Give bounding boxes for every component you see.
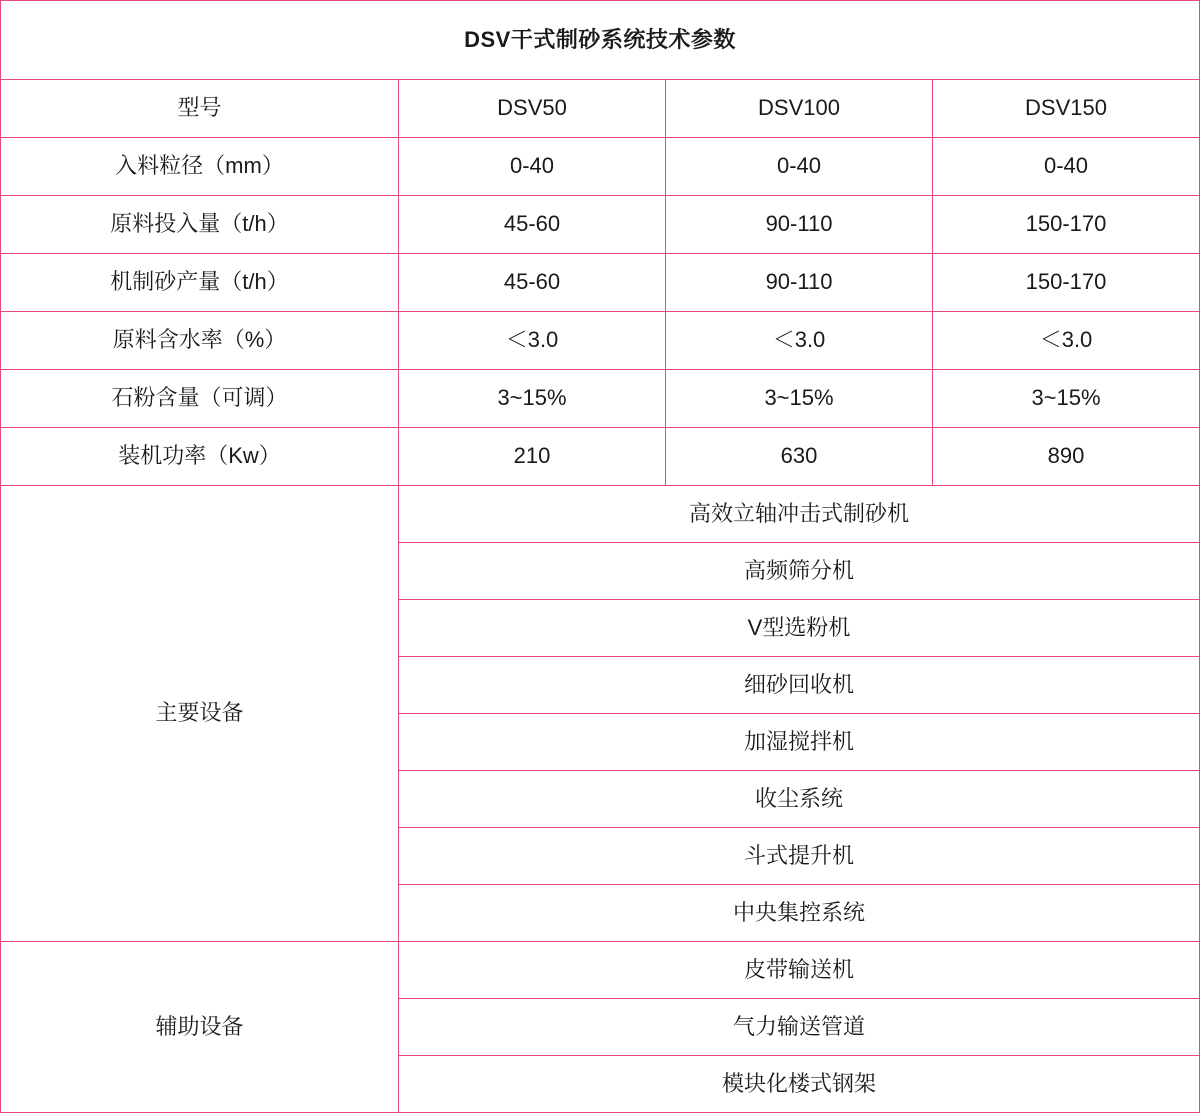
row-label: 原料含水率（%） (1, 312, 399, 370)
table-row (1, 370, 1200, 428)
row-label: 机制砂产量（t/h） (1, 254, 399, 312)
table-row (1, 254, 1200, 312)
row-value: 3~15% (933, 370, 1200, 428)
equipment-item: V型选粉机 (399, 600, 1200, 657)
equipment-item: 斗式提升机 (399, 828, 1200, 885)
row-label: 入料粒径（mm） (1, 138, 399, 196)
row-value: 0-40 (399, 138, 666, 196)
table-row (1, 196, 1200, 254)
equipment-item: 加湿搅拌机 (399, 714, 1200, 771)
equipment-item: 高频筛分机 (399, 543, 1200, 600)
header-model-2: DSV100 (666, 80, 933, 138)
row-value: 0-40 (666, 138, 933, 196)
header-model-1: DSV50 (399, 80, 666, 138)
row-label: 原料投入量（t/h） (1, 196, 399, 254)
equipment-item: 气力输送管道 (399, 999, 1200, 1056)
table-title-row (1, 1, 1200, 80)
equipment-item: 皮带输送机 (399, 942, 1200, 999)
table-header-row (1, 80, 1200, 138)
row-value: ＜3.0 (666, 312, 933, 370)
row-value: 0-40 (933, 138, 1200, 196)
row-value: 150-170 (933, 254, 1200, 312)
equipment-item: 高效立轴冲击式制砂机 (399, 486, 1200, 543)
equipment-item: 中央集控系统 (399, 885, 1200, 942)
row-value: ＜3.0 (933, 312, 1200, 370)
equipment-item: 细砂回收机 (399, 657, 1200, 714)
group-label-main-equipment: 主要设备 (1, 486, 399, 942)
row-value: 890 (933, 428, 1200, 486)
equipment-item: 模块化楼式钢架 (399, 1056, 1200, 1113)
row-value: 3~15% (666, 370, 933, 428)
group-label-auxiliary-equipment: 辅助设备 (1, 942, 399, 1113)
row-value: 45-60 (399, 254, 666, 312)
header-model-3: DSV150 (933, 80, 1200, 138)
header-label-model: 型号 (1, 80, 399, 138)
row-value: 630 (666, 428, 933, 486)
page-title: DSV干式制砂系统技术参数 (1, 1, 1200, 80)
row-label: 石粉含量（可调） (1, 370, 399, 428)
table-row (1, 312, 1200, 370)
table-row (1, 138, 1200, 196)
row-value: 3~15% (399, 370, 666, 428)
table-row (1, 428, 1200, 486)
row-label: 装机功率（Kw） (1, 428, 399, 486)
row-value: 210 (399, 428, 666, 486)
row-value: 90-110 (666, 196, 933, 254)
equipment-group-row (1, 486, 1200, 543)
row-value: 45-60 (399, 196, 666, 254)
row-value: 90-110 (666, 254, 933, 312)
row-value: ＜3.0 (399, 312, 666, 370)
equipment-item: 收尘系统 (399, 771, 1200, 828)
row-value: 150-170 (933, 196, 1200, 254)
equipment-group-row (1, 942, 1200, 999)
